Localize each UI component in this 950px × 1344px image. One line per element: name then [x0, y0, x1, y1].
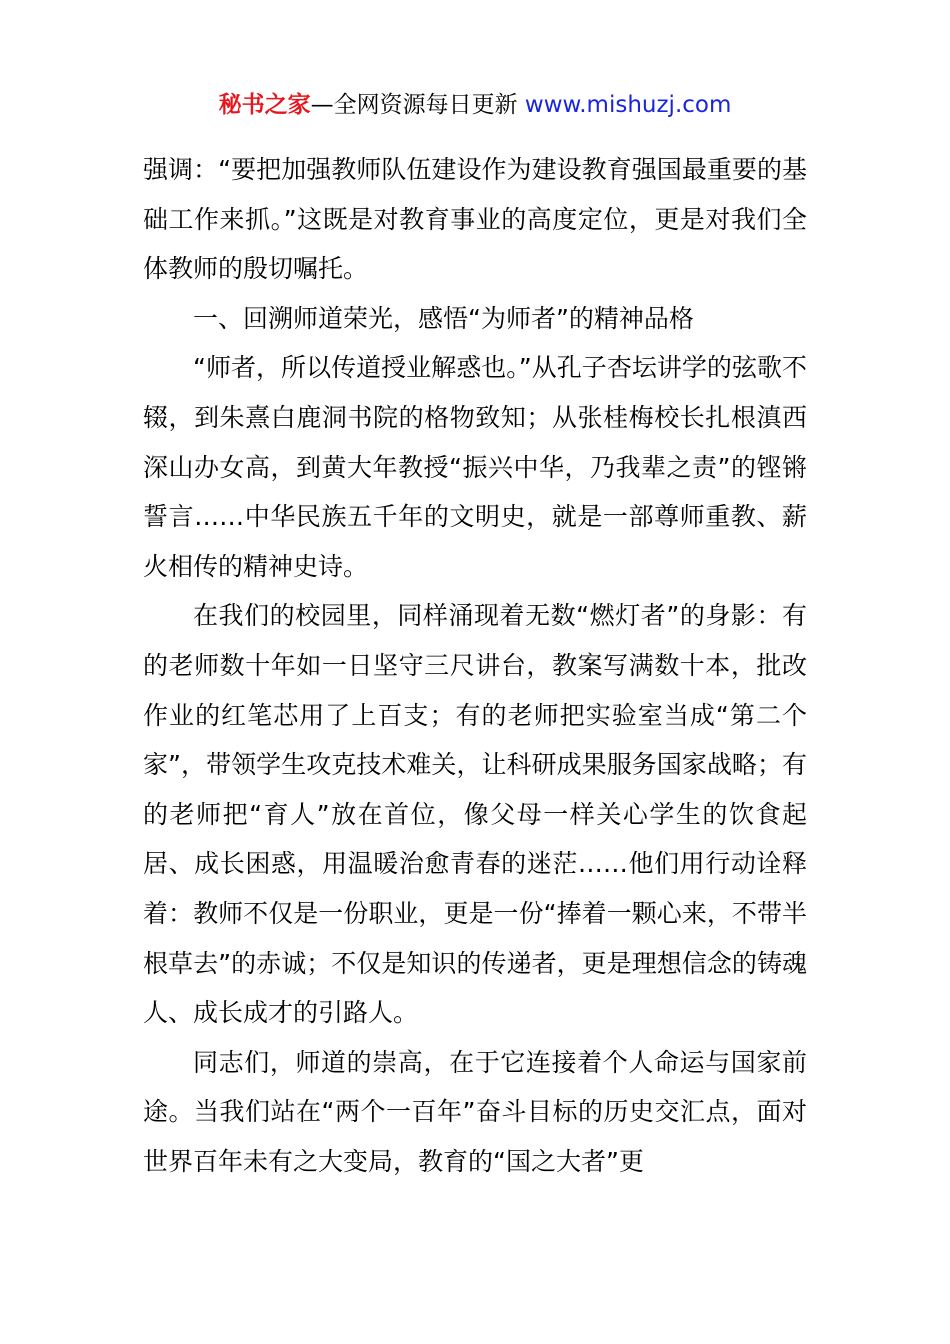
- brand-name: 秘书之家: [218, 92, 311, 118]
- header-tagline: —全网资源每日更新: [310, 92, 525, 118]
- paragraph: 同志们，师道的崇高，在于它连接着个人命运与国家前途。当我们站在“两个一百年”奋斗目标的历史交汇点，面对世界百年未有之大变局，教育的“国之大者”更: [143, 1047, 807, 1176]
- section-heading: 一、回溯师道荣光，感悟“为师者”的精神品格: [193, 303, 694, 333]
- page-header: [0, 88, 950, 122]
- document-body: [143, 145, 807, 1186]
- paragraph: 在我们的校园里，同样涌现着无数“燃灯者”的身影：有的老师数十年如一日坚守三尺讲台，教案写满数十本，批改作业的红笔芯用了上百支；有的老师把实验室当成“第二个家”，带领学生攻克技术难关，让科研成果服务国家战略；有的老师把“育人”放在首位，像父母一样关心学生的饮食起居、成长困惑，用温暖治愈青春的迷茫……他们用行动诠释着：教师不仅是一份职业，更是一份“捧着一颗心来，不带半根草去”的赤诚；不仅是知识的传递者，更是理想信念的铸魂人、成长成才的引路人。: [143, 601, 807, 1028]
- paragraph-continuation: 强调：“要把加强教师队伍建设作为建设教育强国最重要的基础工作来抓。”这既是对教育事业的高度定位，更是对我们全体教师的殷切嘱托。: [143, 155, 807, 284]
- paragraph: “师者，所以传道授业解惑也。”从孔子杏坛讲学的弦歌不辍，到朱熹白鹿洞书院的格物致知；从张桂梅校长扎根滇西深山办女高，到黄大年教授“振兴中华，乃我辈之责”的铿锵誓言……中华民族五千年的文明史，就是一部尊师重教、薪火相传的精神史诗。: [143, 353, 807, 581]
- site-url-link[interactable]: www.mishuzj.com: [524, 92, 732, 118]
